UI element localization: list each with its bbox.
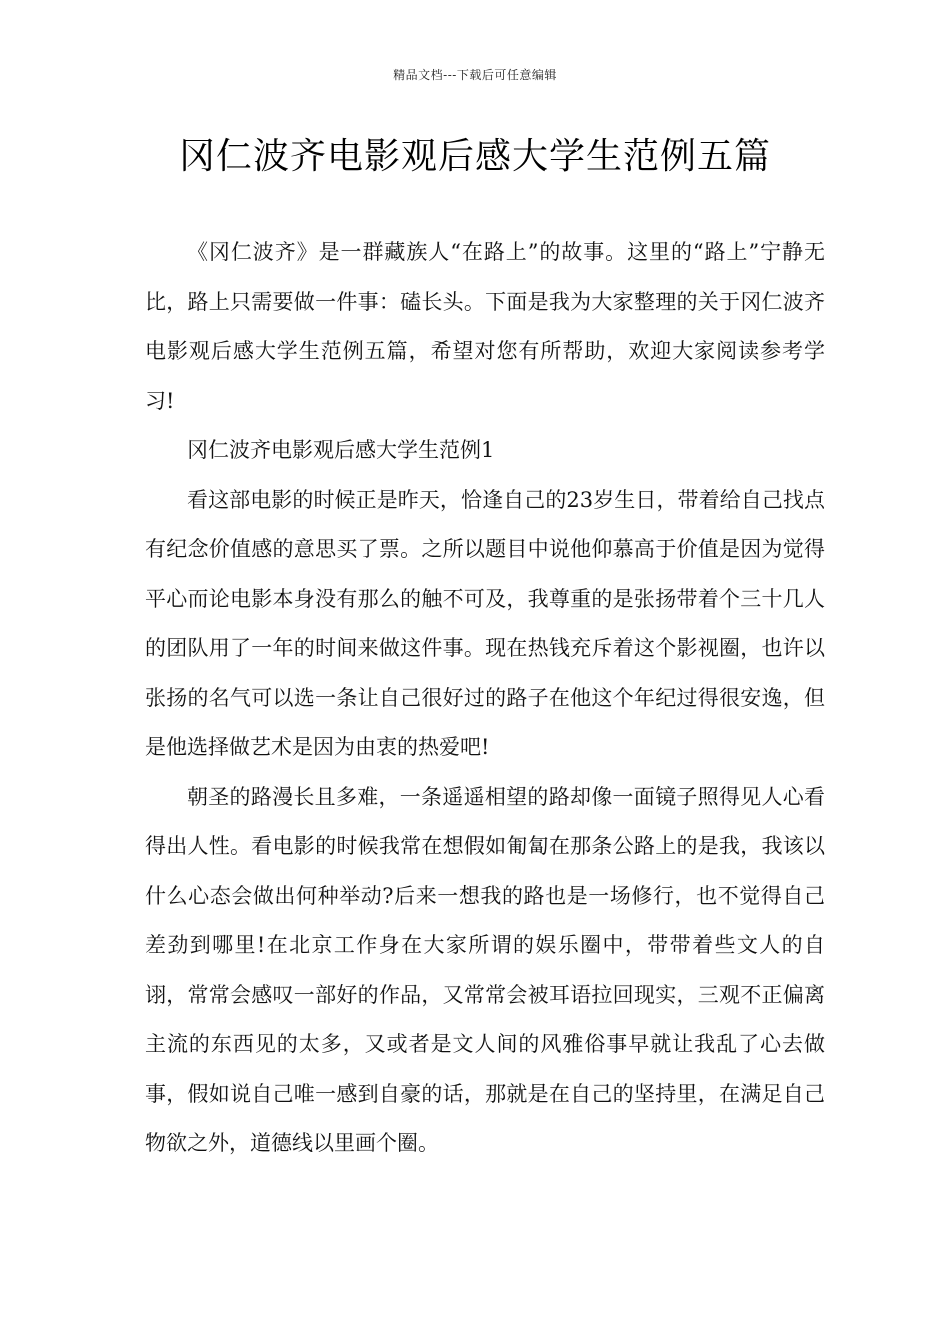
document-body xyxy=(145,228,825,1169)
header-note: 精品文档---下载后可任意编辑 xyxy=(393,68,557,82)
body-paragraph: 朝圣的路漫长且多难，一条遥遥相望的路却像一面镜子照得见人心看得出人性。看电影的时候我常在想假如匍匐在那条公路上的是我，我该以什么心态会做出何种举动?后来一想我的路也是一场修行，也不觉得自己差劲到哪里!在北京工作身在大家所谓的娱乐圈中，带带着些文人的自诩，常常会感叹一部好的作品，又常常会被耳语拉回现实，三观不正偏离主流的东西见的太多，又或者是文人间的风雅俗事早就让我乱了心去做事，假如说自己唯一感到自豪的话，那就是在自己的坚持里，在满足自己物欲之外，道德线以里画个圈。 xyxy=(145,784,825,1155)
body-paragraph: 看这部电影的时候正是昨天，恰逢自己的23岁生日，带着给自己找点有纪念价值感的意思买了票。之所以题目中说他仰慕高于价值是因为觉得平心而论电影本身没有那么的触不可及，我尊重的是张扬带着个三十几人的团队用了一年的时间来做这件事。现在热钱充斥着这个影视圈，也许以张扬的名气可以选一条让自己很好过的路子在他这个年纪过得很安逸，但是他选择做艺术是因为由衷的热爱吧! xyxy=(145,487,825,759)
section-heading: 冈仁波齐电影观后感大学生范例1 xyxy=(187,438,495,462)
document-title: 冈仁波齐电影观后感大学生范例五篇 xyxy=(178,136,771,177)
intro-paragraph: 《冈仁波齐》是一群藏族人“在路上”的故事。这里的“路上”宁静无比，路上只需要做一件事：磕长头。下面是我为大家整理的关于冈仁波齐电影观后感大学生范例五篇，希望对您有所帮助，欢迎大家阅读参考学习! xyxy=(145,240,825,413)
